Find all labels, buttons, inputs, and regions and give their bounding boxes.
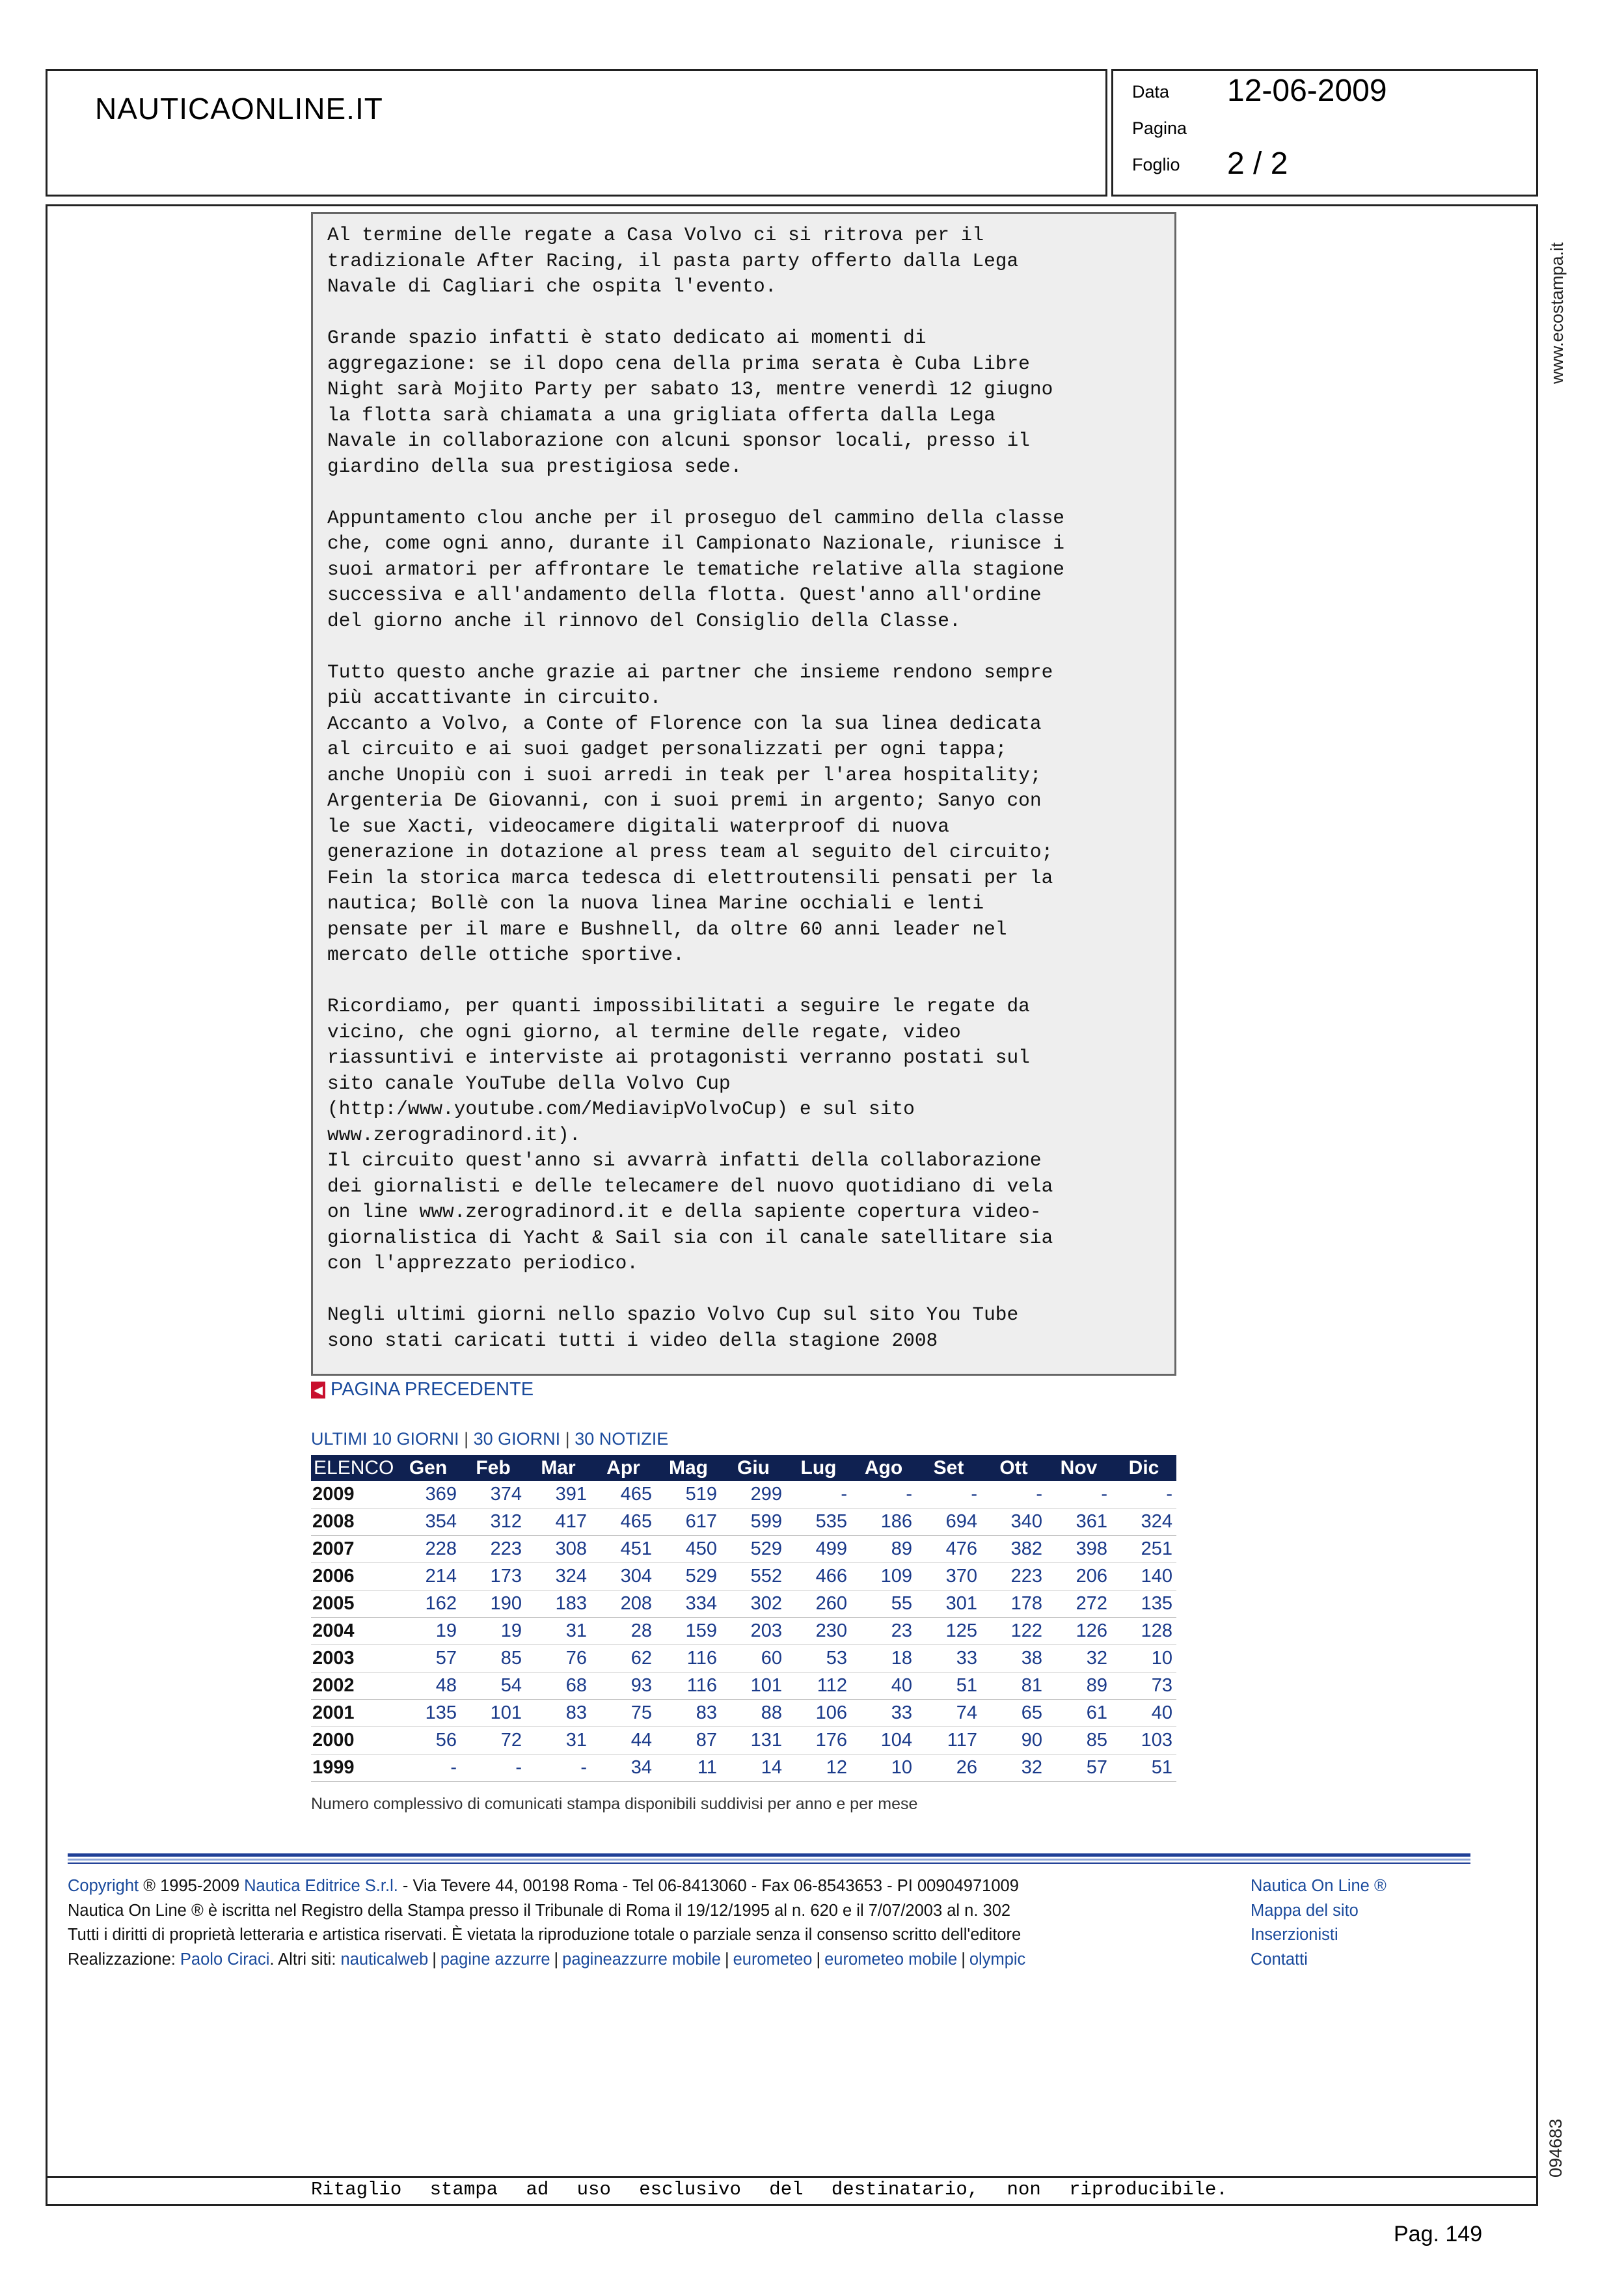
count-cell[interactable]: 251 [1111,1536,1176,1563]
other-site-link[interactable]: eurometeo [733,1950,813,1969]
count-cell[interactable]: 529 [656,1563,721,1590]
article-line: (http:/www.youtube.com/MediavipVolvoCup) e sul sito [327,1098,915,1120]
count-cell[interactable]: 61 [1046,1700,1111,1727]
other-site-link[interactable]: pagineazzurre mobile [562,1950,721,1969]
side-website: www.ecostampa.it [1547,242,1567,384]
article-line: dei giornalisti e delle telecamere del nuovo quotidiano di vela [327,1175,1053,1197]
count-cell[interactable]: 48 [396,1672,461,1700]
column-header-month: Giu [721,1455,786,1481]
article-line: anche Unopiù con i suoi arredi in teak per l'area hospitality; [327,763,1042,786]
count-cell[interactable]: 104 [851,1727,916,1754]
article-line: pensate per il mare e Bushnell, da oltre 60 anni leader nel [327,918,1007,940]
count-cell[interactable]: 304 [591,1563,656,1590]
article-line: riassuntivi e interviste ai protagonisti verranno postati sul [327,1046,1030,1069]
count-cell[interactable]: 159 [656,1618,721,1645]
table-row [311,1727,1176,1754]
separator: | [554,1950,559,1969]
footer-line-registry: Nautica On Line ® è iscritta nel Registro della Stampa presso il Tribunale di Roma il 19/12/1995 al n. 620 e il 7/07/2003 al n. 302 [68,1901,1011,1920]
count-cell[interactable]: 11 [656,1754,721,1782]
column-header-list[interactable]: ELENCO [311,1455,396,1481]
count-cell[interactable]: 85 [461,1645,526,1672]
article-line: Negli ultimi giorni nello spazio Volvo Cup sul sito You Tube [327,1303,1019,1326]
other-site-link[interactable]: eurometeo mobile [824,1950,958,1969]
article-line: successiva e all'andamento della flotta. Quest'anno all'ordine [327,584,1042,606]
other-site-link[interactable]: pagine azzurre [440,1950,550,1969]
count-cell[interactable]: - [396,1754,461,1782]
separator: | [464,1429,469,1449]
count-cell[interactable]: 354 [396,1508,461,1536]
count-cell[interactable]: 81 [981,1672,1046,1700]
year-cell: 2006 [311,1563,396,1590]
count-cell[interactable]: 38 [981,1645,1046,1672]
count-cell[interactable]: 23 [851,1618,916,1645]
count-cell[interactable]: 10 [851,1754,916,1782]
count-cell[interactable]: 535 [786,1508,851,1536]
count-cell[interactable]: - [786,1481,851,1508]
count-cell[interactable]: 74 [916,1700,981,1727]
column-header-month: Dic [1111,1455,1176,1481]
footer-line-copyright: Copyright ® 1995-2009 Nautica Editrice S.r.l. - Via Tevere 44, 00198 Roma - Tel 06-8413060 - Fax 06-8543653 - PI 00904971009 [68,1877,1019,1895]
count-cell[interactable]: 230 [786,1618,851,1645]
article-line: la flotta sarà chiamata a una grigliata offerta dalla Lega [327,403,995,426]
count-cell[interactable]: - [1046,1481,1111,1508]
count-cell[interactable]: - [981,1481,1046,1508]
previous-page-label: PAGINA PRECEDENTE [331,1379,534,1400]
count-cell[interactable]: 140 [1111,1563,1176,1590]
count-cell[interactable]: 88 [721,1700,786,1727]
table-row [311,1645,1176,1672]
count-cell[interactable]: 83 [526,1700,591,1727]
count-cell[interactable]: 44 [591,1727,656,1754]
separator: | [565,1429,570,1449]
count-cell[interactable]: 33 [851,1700,916,1727]
article-line: Al termine delle regate a Casa Volvo ci si ritrova per il [327,224,984,246]
count-cell[interactable]: 51 [916,1672,981,1700]
other-site-link[interactable]: nauticalweb [340,1950,429,1969]
count-cell[interactable]: 122 [981,1618,1046,1645]
count-cell[interactable]: 72 [461,1727,526,1754]
period-links [311,1429,668,1449]
column-header-month: Ott [981,1455,1046,1481]
table-row [311,1481,1176,1508]
side-code: 094683 [1546,2118,1565,2177]
page-number: Pag. 149 [1394,2222,1483,2246]
count-cell[interactable]: 62 [591,1645,656,1672]
count-cell[interactable]: 382 [981,1536,1046,1563]
count-cell[interactable]: - [1111,1481,1176,1508]
footer-bar-middle [68,1859,1470,1861]
count-cell[interactable]: 12 [786,1754,851,1782]
count-cell[interactable]: 10 [1111,1645,1176,1672]
count-cell[interactable]: 33 [916,1645,981,1672]
column-header-month: Lug [786,1455,851,1481]
copyright-link[interactable]: Copyright [68,1877,139,1895]
article-line: on line www.zerogradinord.it e della sapiente copertura video- [327,1201,1042,1223]
year-cell: 2000 [311,1727,396,1754]
press-releases-table [311,1455,1176,1782]
count-cell[interactable]: 116 [656,1645,721,1672]
article-body [327,223,1173,1354]
year-cell: 2002 [311,1672,396,1700]
footer-nav-link[interactable]: Mappa del sito [1251,1901,1359,1920]
count-cell[interactable]: 83 [656,1700,721,1727]
count-cell[interactable]: 206 [1046,1563,1111,1590]
year-cell: 2004 [311,1618,396,1645]
count-cell[interactable]: 203 [721,1618,786,1645]
count-cell[interactable]: 272 [1046,1590,1111,1618]
column-header-month: Set [916,1455,981,1481]
count-cell[interactable]: 19 [396,1618,461,1645]
year-cell: 2009 [311,1481,396,1508]
count-cell[interactable]: 14 [721,1754,786,1782]
separator: | [724,1950,729,1969]
footer-nav-link[interactable]: Nautica On Line ® [1251,1877,1387,1895]
article-line: Grande spazio infatti è stato dedicato ai momenti di [327,327,927,349]
count-cell[interactable]: 40 [1111,1700,1176,1727]
table-row [311,1754,1176,1782]
count-cell[interactable]: 18 [851,1645,916,1672]
count-cell[interactable]: 260 [786,1590,851,1618]
count-cell[interactable]: 60 [721,1645,786,1672]
count-cell[interactable]: 312 [461,1508,526,1536]
column-header-month: Nov [1046,1455,1111,1481]
article-line: del giorno anche il rinnovo del Consiglio della Classe. [327,609,961,632]
column-header-month: Ago [851,1455,916,1481]
count-cell[interactable]: 299 [721,1481,786,1508]
count-cell[interactable]: 324 [1111,1508,1176,1536]
table-header-row [311,1455,1176,1481]
sheet-label: Foglio [1132,155,1180,174]
count-cell[interactable]: 694 [916,1508,981,1536]
article-line: www.zerogradinord.it). [327,1123,581,1146]
count-cell[interactable]: 54 [461,1672,526,1700]
table-row [311,1700,1176,1727]
publication-name: NAUTICAONLINE.IT [95,92,383,126]
footer-nav-link[interactable]: Contatti [1251,1950,1308,1969]
table-row [311,1590,1176,1618]
count-cell[interactable]: 374 [461,1481,526,1508]
count-cell[interactable]: 93 [591,1672,656,1700]
count-cell[interactable]: 101 [461,1700,526,1727]
count-cell[interactable]: 135 [396,1700,461,1727]
count-cell[interactable]: 465 [591,1481,656,1508]
count-cell[interactable]: 308 [526,1536,591,1563]
count-cell[interactable]: 75 [591,1700,656,1727]
count-cell[interactable]: 417 [526,1508,591,1536]
count-cell[interactable]: 73 [1111,1672,1176,1700]
30-days-link[interactable]: 30 GIORNI [473,1429,561,1449]
year-cell: 2007 [311,1536,396,1563]
count-cell[interactable]: 32 [981,1754,1046,1782]
author-link[interactable]: Paolo Ciraci [180,1950,270,1969]
separator: | [961,1950,966,1969]
separator: | [432,1950,437,1969]
footer-nav-link[interactable]: Inserzionisti [1251,1926,1338,1944]
count-cell[interactable]: 223 [981,1563,1046,1590]
other-site-link[interactable]: olympic [969,1950,1026,1969]
count-cell[interactable]: 370 [916,1563,981,1590]
count-cell[interactable]: 176 [786,1727,851,1754]
year-cell: 2005 [311,1590,396,1618]
article-line: nautica; Bollè con la nuova linea Marine occhiali e lenti [327,892,984,914]
page-label: Pagina [1132,118,1187,138]
count-cell[interactable]: 208 [591,1590,656,1618]
article-line: al circuito e ai suoi gadget personalizzati per ogni tappa; [327,738,1007,760]
count-cell[interactable]: 302 [721,1590,786,1618]
count-cell[interactable]: 466 [786,1563,851,1590]
table-row [311,1563,1176,1590]
count-cell[interactable]: 65 [981,1700,1046,1727]
count-cell[interactable]: 599 [721,1508,786,1536]
table-row [311,1618,1176,1645]
date-value: 12-06-2009 [1227,74,1387,108]
header-publication-box [46,69,1107,197]
count-cell[interactable]: 340 [981,1508,1046,1536]
separator: | [816,1950,821,1969]
footer-bar-top [68,1853,1470,1857]
count-cell[interactable]: 56 [396,1727,461,1754]
previous-page-link[interactable] [311,1379,534,1400]
count-cell[interactable]: 106 [786,1700,851,1727]
count-cell[interactable]: 186 [851,1508,916,1536]
count-cell[interactable]: 391 [526,1481,591,1508]
count-cell[interactable]: 90 [981,1727,1046,1754]
count-cell[interactable]: 552 [721,1563,786,1590]
count-cell[interactable]: 31 [526,1727,591,1754]
column-header-month: Feb [461,1455,526,1481]
count-cell[interactable]: 101 [721,1672,786,1700]
count-cell[interactable]: 451 [591,1536,656,1563]
count-cell[interactable]: 89 [1046,1672,1111,1700]
count-cell[interactable]: 112 [786,1672,851,1700]
count-cell[interactable]: 68 [526,1672,591,1700]
count-cell[interactable]: 178 [981,1590,1046,1618]
count-cell[interactable]: 465 [591,1508,656,1536]
article-line: Accanto a Volvo, a Conte of Florence con la sua linea dedicata [327,712,1042,735]
year-cell: 1999 [311,1754,396,1782]
article-line: più accattivante in circuito. [327,687,662,709]
count-cell[interactable]: 128 [1111,1618,1176,1645]
count-cell[interactable]: 57 [396,1645,461,1672]
count-cell[interactable]: 398 [1046,1536,1111,1563]
count-cell[interactable]: 617 [656,1508,721,1536]
article-line: Navale in collaborazione con alcuni sponsor locali, presso il [327,430,1030,452]
article-line: Ricordiamo, per quanti impossibilitati a seguire le regate da [327,995,1030,1017]
article-line: vicino, che ogni giorno, al termine delle regate, video [327,1020,961,1043]
count-cell[interactable]: 89 [851,1536,916,1563]
count-cell[interactable]: 301 [916,1590,981,1618]
count-cell[interactable]: - [526,1754,591,1782]
count-cell[interactable]: 519 [656,1481,721,1508]
count-cell[interactable]: 476 [916,1536,981,1563]
count-cell[interactable]: 324 [526,1563,591,1590]
footer-bar-bottom [68,1863,1470,1864]
column-header-month: Mag [656,1455,721,1481]
clipping-disclaimer: Ritaglio stampa ad uso esclusivo del destinatario, non riproducibile. [311,2179,1228,2200]
count-cell[interactable]: 53 [786,1645,851,1672]
article-line: suoi armatori per affrontare le tematiche relative alla stagione [327,558,1064,580]
count-cell[interactable]: 85 [1046,1727,1111,1754]
count-cell[interactable]: 87 [656,1727,721,1754]
article-line: sito canale YouTube della Volvo Cup [327,1072,731,1095]
count-cell[interactable]: 162 [396,1590,461,1618]
article-line: Tutto questo anche grazie ai partner che insieme rendono sempre [327,661,1053,683]
count-cell[interactable]: 214 [396,1563,461,1590]
count-cell[interactable]: 117 [916,1727,981,1754]
footer-info [68,1874,1025,1972]
year-cell: 2008 [311,1508,396,1536]
footer-line-rights: Tutti i diritti di proprietà letteraria e artistica riservati. È vietata la riproduzione totale o parziale senza il consenso scritto dell'editore [68,1926,1022,1944]
article-line: giornalistica di Yacht & Sail sia con il canale satellitare sia [327,1226,1053,1249]
count-cell[interactable]: - [461,1754,526,1782]
footer-line-credits: Realizzazione: Paolo Ciraci. Altri siti: nauticalweb | pagine azzurre | pagineazzurre mobile | eurometeo | eurometeo mobile | olympic [68,1950,1026,1969]
article-line: generazione in dotazione al press team al seguito del circuito; [327,841,1053,863]
article-line: Argenteria De Giovanni, con i suoi premi in argento; Sanyo con [327,789,1042,812]
column-header-month: Apr [591,1455,656,1481]
table-row [311,1508,1176,1536]
count-cell[interactable]: 450 [656,1536,721,1563]
column-header-month: Gen [396,1455,461,1481]
count-cell[interactable]: 135 [1111,1590,1176,1618]
sheet-value: 2 / 2 [1227,146,1288,181]
count-cell[interactable]: - [851,1481,916,1508]
count-cell[interactable]: - [916,1481,981,1508]
article-line: le sue Xacti, videocamere digitali waterproof di nuova [327,815,949,838]
count-cell[interactable]: 76 [526,1645,591,1672]
article-line: tradizionale After Racing, il pasta party offerto dalla Lega [327,249,1019,272]
count-cell[interactable]: 116 [656,1672,721,1700]
date-label: Data [1132,82,1170,102]
article-line: Navale di Cagliari che ospita l'evento. [327,275,777,297]
count-cell[interactable]: 26 [916,1754,981,1782]
article-line: Appuntamento clou anche per il proseguo del cammino della classe [327,506,1064,529]
article-line: Night sarà Mojito Party per sabato 13, mentre venerdì 12 giugno [327,378,1053,400]
publisher-link[interactable]: Nautica Editrice S.r.l. [244,1877,398,1895]
table-note: Numero complessivo di comunicati stampa disponibili suddivisi per anno e per mese [311,1795,918,1813]
count-cell[interactable]: 369 [396,1481,461,1508]
frame-footer-divider [46,2176,1538,2178]
30-news-link[interactable]: 30 NOTIZIE [575,1429,669,1449]
count-cell[interactable]: 361 [1046,1508,1111,1536]
count-cell[interactable]: 55 [851,1590,916,1618]
count-cell[interactable]: 228 [396,1536,461,1563]
count-cell[interactable]: 190 [461,1590,526,1618]
count-cell[interactable]: 40 [851,1672,916,1700]
count-cell[interactable]: 19 [461,1618,526,1645]
article-line: con l'apprezzato periodico. [327,1252,638,1274]
article-line: mercato delle ottiche sportive. [327,944,684,966]
column-header-month: Mar [526,1455,591,1481]
count-cell[interactable]: 529 [721,1536,786,1563]
count-cell[interactable]: 223 [461,1536,526,1563]
count-cell[interactable]: 125 [916,1618,981,1645]
count-cell[interactable]: 32 [1046,1645,1111,1672]
count-cell[interactable]: 126 [1046,1618,1111,1645]
count-cell[interactable]: 109 [851,1563,916,1590]
article-line: che, come ogni anno, durante il Campionato Nazionale, riunisce i [327,532,1064,554]
count-cell[interactable]: 499 [786,1536,851,1563]
count-cell[interactable]: 183 [526,1590,591,1618]
year-cell: 2001 [311,1700,396,1727]
year-cell: 2003 [311,1645,396,1672]
count-cell[interactable]: 173 [461,1563,526,1590]
count-cell[interactable]: 31 [526,1618,591,1645]
count-cell[interactable]: 34 [591,1754,656,1782]
article-line: Il circuito quest'anno si avvarrà infatti della collaborazione [327,1149,1042,1171]
count-cell[interactable]: 131 [721,1727,786,1754]
article-line: giardino della sua prestigiosa sede. [327,455,742,478]
count-cell[interactable]: 103 [1111,1727,1176,1754]
arrow-left-icon: ◀ [311,1382,325,1399]
table-row [311,1536,1176,1563]
count-cell[interactable]: 57 [1046,1754,1111,1782]
table-row [311,1672,1176,1700]
count-cell[interactable]: 51 [1111,1754,1176,1782]
count-cell[interactable]: 28 [591,1618,656,1645]
article-line: Fein la storica marca tedesca di elettroutensili pensati per la [327,866,1053,889]
footer-links [1251,1874,1387,1972]
article-line: sono stati caricati tutti i video della stagione 2008 [327,1329,938,1352]
article-line: aggregazione: se il dopo cena della prima serata è Cuba Libre [327,352,1030,375]
count-cell[interactable]: 334 [656,1590,721,1618]
last-10-days-link[interactable]: ULTIMI 10 GIORNI [311,1429,459,1449]
